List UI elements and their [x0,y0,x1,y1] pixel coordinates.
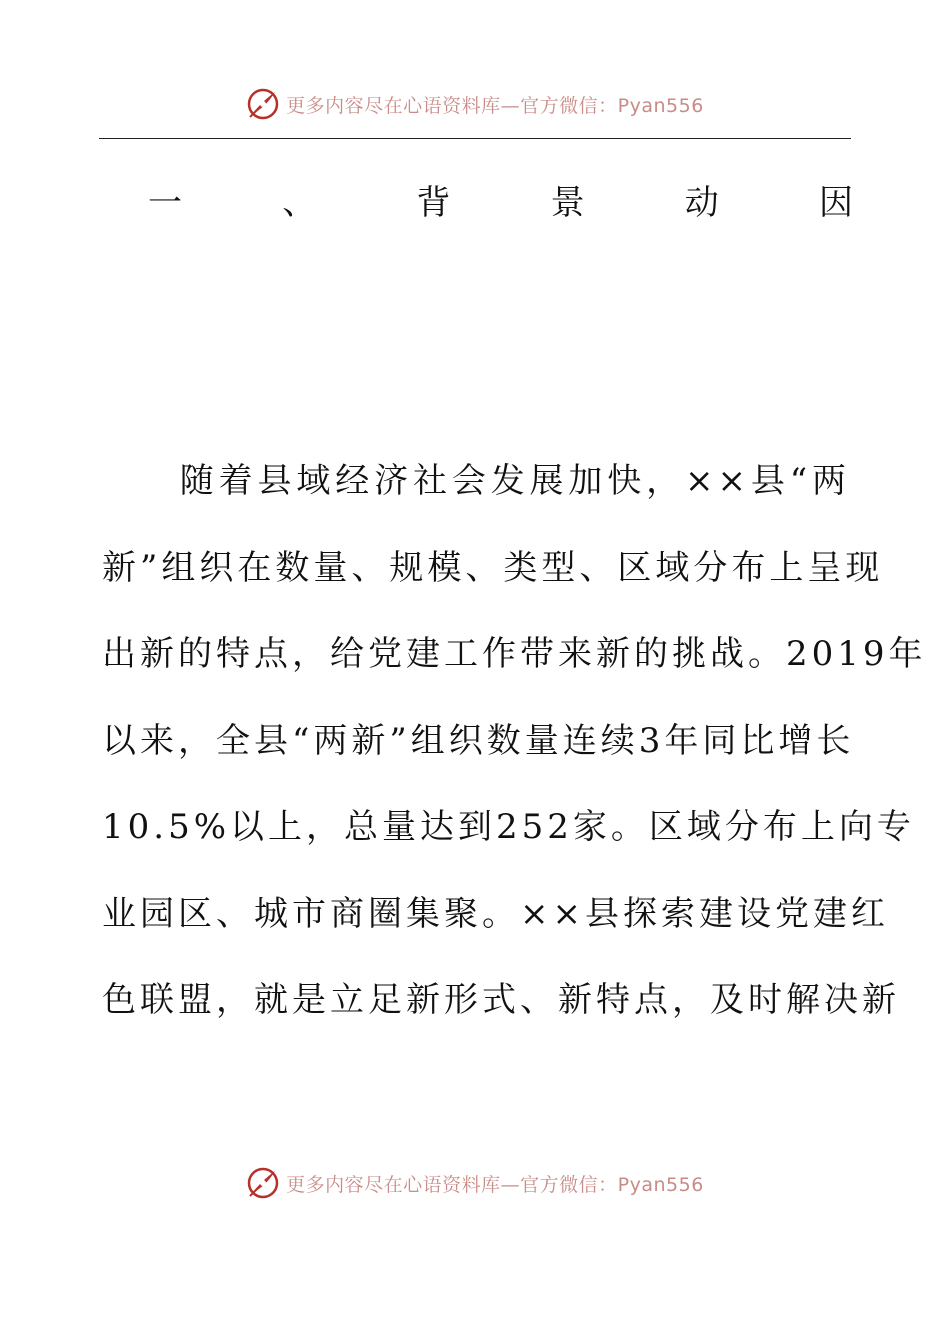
paragraph-line: 10.5%以上，总量达到252家。区域分布上向专 [102,807,915,847]
section-heading [148,178,853,228]
paragraph-line: 业园区、城市商圈集聚。××县探索建设党建红 [102,893,889,934]
wechat-id: Pyan556 [617,94,704,117]
heading-char: 景 [550,183,585,223]
banner-text: 更多内容尽在心语资料库—官方微信：Pyan556 [286,94,704,117]
banner-text: 更多内容尽在心语资料库—官方微信：Pyan556 [286,1173,704,1196]
heading-char: 因 [818,183,853,223]
paragraph-line: 以来，全县“两新”组织数量连续3年同比增长 [102,720,855,761]
top-watermark-banner [0,84,950,124]
heading-char: 一 [148,183,182,223]
paragraph-line: 色联盟，就是立足新形式、新特点，及时解决新 [102,980,900,1020]
quill-logo-icon [246,87,280,121]
wechat-id: Pyan556 [617,1173,704,1196]
paragraph-line: 出新的特点，给党建工作带来新的挑战。2019年 [102,634,927,674]
header-divider [99,138,851,139]
paragraph-line: 随着县域经济社会发展加快，××县“两 [102,461,850,501]
heading-char: 、 [282,183,317,223]
heading-char: 背 [416,183,451,223]
body-paragraph [102,438,927,1044]
paragraph-line: 新”组织在数量、规模、类型、区域分布上呈现 [102,547,884,588]
heading-char: 动 [684,183,719,223]
bottom-watermark-banner [0,1163,950,1203]
quill-logo-icon [246,1166,280,1200]
